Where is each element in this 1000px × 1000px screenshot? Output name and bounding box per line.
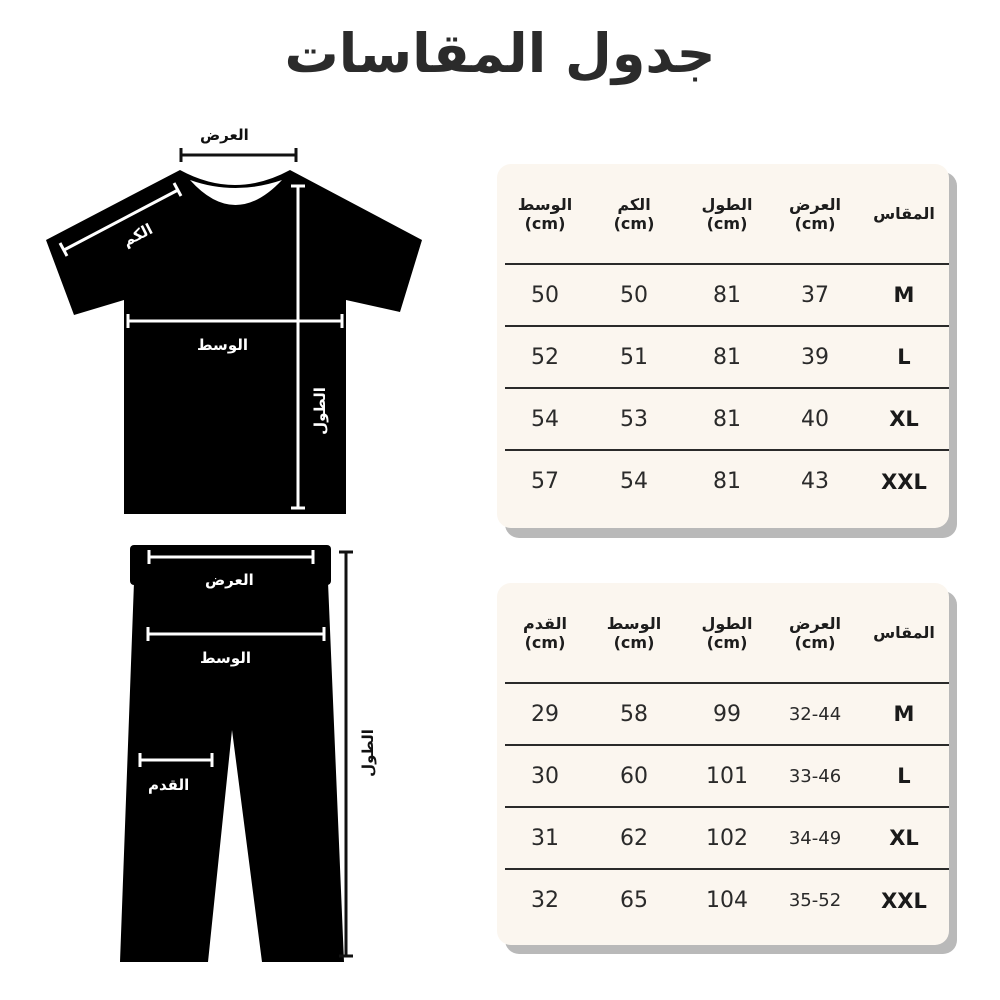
shirt-sleeve-label: الكم — [119, 219, 156, 251]
value-cell: 54 — [505, 388, 585, 450]
table-row — [505, 326, 949, 388]
value-cell: 50 — [505, 264, 585, 326]
header-cell: الطول (cm) — [701, 194, 753, 233]
pants-size-table — [505, 583, 949, 931]
value-cell: 57 — [505, 450, 585, 512]
value-cell: 81 — [683, 264, 771, 326]
value-cell: 34-49 — [771, 807, 859, 869]
header-cell: المقاس — [873, 204, 935, 223]
shirt-width-label: العرض — [200, 126, 249, 144]
pants-foot-label: القدم — [148, 776, 190, 794]
value-cell: 35-52 — [771, 869, 859, 931]
size-cell: XL — [859, 388, 949, 450]
size-cell: L — [859, 326, 949, 388]
value-cell: 101 — [683, 745, 771, 807]
shirt-waist-label: الوسط — [197, 336, 248, 354]
value-cell: 60 — [585, 745, 683, 807]
header-cell: الوسط (cm) — [606, 613, 662, 652]
table-row — [505, 807, 949, 869]
pants-width-label: العرض — [205, 571, 254, 589]
value-cell: 102 — [683, 807, 771, 869]
header-cell: الكم (cm) — [613, 194, 655, 233]
value-cell: 43 — [771, 450, 859, 512]
value-cell: 54 — [585, 450, 683, 512]
value-cell: 33-46 — [771, 745, 859, 807]
value-cell: 39 — [771, 326, 859, 388]
size-cell: XXL — [859, 450, 949, 512]
value-cell: 53 — [585, 388, 683, 450]
header-cell: المقاس — [873, 623, 935, 642]
page-title: جدول المقاسات — [284, 22, 716, 85]
value-cell: 50 — [585, 264, 683, 326]
size-cell: M — [859, 264, 949, 326]
value-cell: 32 — [505, 869, 585, 931]
value-cell: 62 — [585, 807, 683, 869]
table-row — [505, 683, 949, 745]
header-cell: القدم (cm) — [523, 613, 567, 652]
value-cell: 99 — [683, 683, 771, 745]
pants-waist-label: الوسط — [200, 649, 251, 667]
size-cell: XXL — [859, 869, 949, 931]
header-cell: العرض (cm) — [789, 194, 841, 233]
value-cell: 30 — [505, 745, 585, 807]
size-cell: XL — [859, 807, 949, 869]
table-row — [505, 264, 949, 326]
table-header-row — [505, 583, 949, 683]
value-cell: 40 — [771, 388, 859, 450]
table-row — [505, 388, 949, 450]
value-cell: 81 — [683, 388, 771, 450]
value-cell: 58 — [585, 683, 683, 745]
table-row — [505, 745, 949, 807]
value-cell: 81 — [683, 450, 771, 512]
header-cell: الطول (cm) — [701, 613, 753, 652]
header-cell: العرض (cm) — [789, 613, 841, 652]
value-cell: 51 — [585, 326, 683, 388]
value-cell: 29 — [505, 683, 585, 745]
shirt-size-card — [497, 164, 949, 528]
size-cell: M — [859, 683, 949, 745]
size-cell: L — [859, 745, 949, 807]
table-row — [505, 869, 949, 931]
value-cell: 81 — [683, 326, 771, 388]
value-cell: 32-44 — [771, 683, 859, 745]
shirt-length-label: الطول — [310, 387, 329, 435]
pants-length-label: الطول — [358, 729, 377, 777]
shirt-size-table — [505, 164, 949, 512]
header-cell: الوسط (cm) — [517, 194, 573, 233]
pants-size-card — [497, 583, 949, 945]
value-cell: 104 — [683, 869, 771, 931]
table-header-row — [505, 164, 949, 264]
table-row — [505, 450, 949, 512]
value-cell: 65 — [585, 869, 683, 931]
value-cell: 31 — [505, 807, 585, 869]
value-cell: 37 — [771, 264, 859, 326]
value-cell: 52 — [505, 326, 585, 388]
pants-silhouette — [120, 582, 344, 962]
shirt-width-arrow — [181, 148, 296, 162]
